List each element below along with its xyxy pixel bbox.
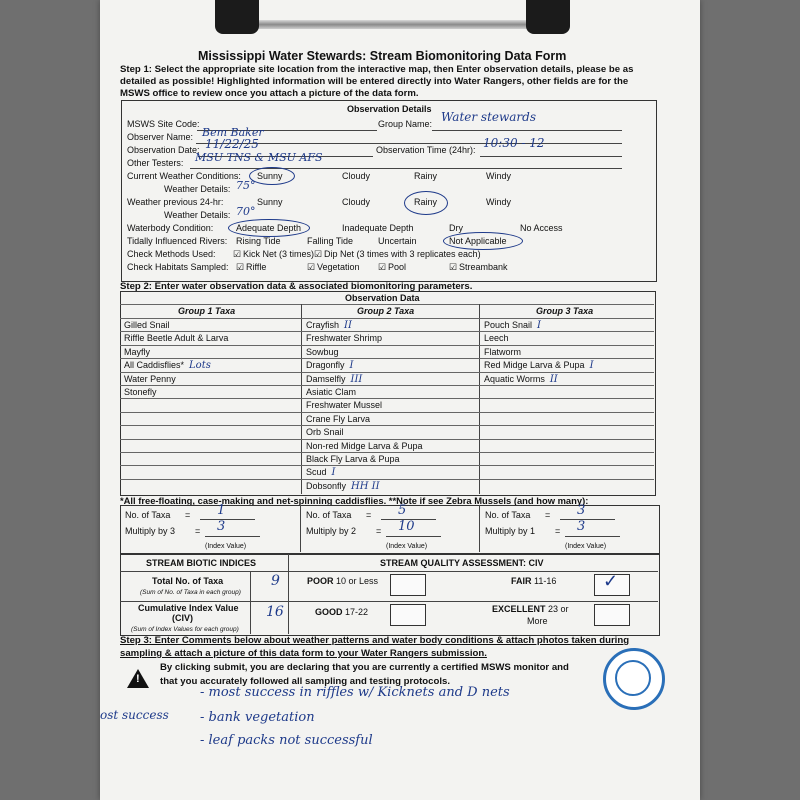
group2-taxon-cell[interactable] bbox=[306, 374, 362, 385]
calc-equals: = bbox=[545, 510, 551, 520]
calc-taxa-label: No. of Taxa bbox=[306, 510, 352, 520]
habitats-label: Check Habitats Sampled: bbox=[127, 262, 229, 272]
tidal-not-applicable[interactable]: Not Applicable bbox=[449, 236, 507, 246]
taxon-name: Flatworm bbox=[484, 346, 522, 357]
taxon-name: All Caddisflies* bbox=[124, 360, 185, 371]
table-row-line bbox=[120, 331, 654, 332]
prev-weather-rainy[interactable]: Rainy bbox=[414, 197, 438, 207]
step2-heading: Step 2: Enter water observation data & associated biomonitoring parameters. bbox=[120, 281, 473, 292]
waterbody-selection-circle bbox=[228, 219, 310, 237]
taxon-tally: I bbox=[331, 467, 336, 479]
prev-weather-details-label: Weather Details: bbox=[164, 210, 231, 220]
prev-weather-label: Weather previous 24-hr: bbox=[127, 197, 224, 207]
calc-index-value: 3 bbox=[217, 519, 226, 534]
group2-taxon-cell[interactable] bbox=[306, 400, 382, 411]
step1-line3: MSWS office to review once you attach a picture of the data form. bbox=[120, 88, 419, 99]
group2-taxon-cell[interactable] bbox=[306, 454, 400, 465]
current-weather-rainy[interactable]: Rainy bbox=[414, 171, 438, 181]
good-checkbox[interactable] bbox=[390, 604, 426, 626]
habitat-streambank-label: Streambank bbox=[459, 262, 508, 272]
indices-value-divider bbox=[250, 571, 251, 634]
waterbody-adequate[interactable]: Adequate Depth bbox=[236, 223, 302, 233]
current-weather-label: Current Weather Conditions: bbox=[127, 171, 241, 181]
taxon-tally: I bbox=[589, 360, 594, 372]
table-row-line bbox=[120, 358, 654, 359]
comment-line2: - bank vegetation bbox=[200, 710, 315, 725]
calc-equals: = bbox=[376, 526, 382, 536]
obs-heading: Observation Details bbox=[347, 104, 432, 114]
calc-taxa-value: 5 bbox=[398, 503, 407, 518]
poor-checkbox[interactable] bbox=[390, 574, 426, 596]
taxon-tally: I bbox=[349, 360, 354, 372]
calc-taxa-value: 3 bbox=[577, 503, 586, 518]
calc-index-label: (Index Value) bbox=[386, 543, 428, 550]
excellent-range: 23 or bbox=[548, 604, 569, 614]
table-row-line bbox=[120, 372, 654, 373]
poor-range: 10 or Less bbox=[336, 576, 379, 586]
testers-value: MSU TNS & MSU AFS bbox=[195, 151, 323, 164]
footnote: *All free-floating, case-making and net-spinning caddisflies. **Note if see Zebra Mussels (and how many): bbox=[120, 495, 589, 506]
taxon-name: Dobsonfly bbox=[306, 480, 347, 491]
date-label: Observation Date: bbox=[127, 145, 200, 155]
step1-line2: detailed as possible! Highlighted information will be entered directly into Water Rangers, other fields are for the bbox=[120, 76, 629, 87]
taxon-tally: II bbox=[549, 373, 558, 385]
group2-taxon-cell[interactable] bbox=[306, 320, 352, 331]
group3-taxon-cell[interactable] bbox=[484, 347, 521, 358]
civ-sub: (Sum of Index Values for each group) bbox=[131, 626, 239, 633]
calc-taxa-value: 1 bbox=[217, 503, 226, 518]
current-weather-sunny[interactable]: Sunny bbox=[257, 171, 283, 181]
group2-taxon-cell[interactable] bbox=[306, 333, 382, 344]
good-label: GOOD bbox=[315, 607, 343, 617]
group3-taxon-cell[interactable] bbox=[484, 360, 594, 371]
table-row-line bbox=[120, 465, 654, 466]
calc-equals: = bbox=[366, 510, 372, 520]
clipboard-clip-icon bbox=[215, 0, 570, 38]
table-row-line bbox=[120, 385, 654, 386]
mississippi-water-stewards-logo bbox=[603, 648, 665, 710]
current-weather-details-value: 75° bbox=[236, 179, 256, 192]
civ-label-2: (CIV) bbox=[172, 613, 193, 623]
method-kick-net-label: Kick Net (3 times) bbox=[243, 249, 315, 259]
date-value: 11/22/25 bbox=[205, 137, 259, 151]
calc-multiplier-label: Multiply by 1 bbox=[485, 526, 536, 536]
site-code-label: MSWS Site Code: bbox=[127, 119, 200, 129]
group3-taxon-cell[interactable] bbox=[484, 333, 509, 344]
group1-taxon-cell[interactable] bbox=[124, 374, 176, 385]
taxon-tally: III bbox=[350, 373, 363, 385]
habitat-riffle-label: Riffle bbox=[246, 262, 267, 272]
current-weather-cloudy[interactable]: Cloudy bbox=[342, 171, 371, 181]
taxon-name: Gilled Snail bbox=[124, 320, 170, 330]
prev-weather-details-value: 70° bbox=[236, 205, 256, 218]
tidal-rising[interactable]: Rising Tide bbox=[236, 236, 281, 246]
calc-multiplier-label: Multiply by 3 bbox=[125, 526, 176, 536]
total-taxa-label: Total No. of Taxa bbox=[152, 576, 224, 586]
group1-taxon-cell[interactable] bbox=[124, 320, 170, 331]
taxon-name: Leech bbox=[484, 333, 509, 344]
group-name-label: Group Name: bbox=[378, 119, 433, 129]
waterbody-inadequate[interactable]: Inadequate Depth bbox=[342, 223, 414, 233]
group3-taxon-cell[interactable] bbox=[484, 320, 541, 331]
group2-taxon-cell[interactable] bbox=[306, 360, 353, 371]
excellent-checkbox[interactable] bbox=[594, 604, 630, 626]
calc-equals: = bbox=[185, 510, 191, 520]
taxon-name: Riffle Beetle Adult & Larva bbox=[124, 333, 229, 344]
habitat-vegetation-label: Vegetation bbox=[317, 262, 360, 272]
taxon-name: Sowbug bbox=[306, 346, 339, 357]
civ-label: Cumulative Index Value bbox=[138, 603, 239, 613]
calc-index-value: 3 bbox=[577, 519, 586, 534]
step1-line1: Step 1: Select the appropriate site location from the interactive map, then Enter observation details, please be as bbox=[120, 64, 634, 75]
method-dip-net-checkbox[interactable]: ☑ bbox=[314, 249, 323, 259]
group3-taxon-cell[interactable] bbox=[484, 374, 558, 385]
group2-taxon-cell[interactable] bbox=[306, 427, 344, 438]
time-field[interactable] bbox=[480, 156, 622, 157]
excellent-label: EXCELLENT bbox=[492, 604, 546, 614]
prev-weather-windy[interactable]: Windy bbox=[486, 197, 512, 207]
header-group3: Group 3 Taxa bbox=[536, 306, 594, 316]
tidal-label: Tidally Influenced Rivers: bbox=[127, 236, 228, 246]
taxon-name: Pouch Snail bbox=[484, 320, 533, 330]
prev-weather-cloudy[interactable]: Cloudy bbox=[342, 197, 371, 207]
step3-line1: Step 3: Enter Comments below about weather patterns and water body conditions & attach photos taken during bbox=[120, 635, 630, 646]
taxon-name: Aquatic Worms bbox=[484, 373, 545, 384]
observer-value: Bem Baker bbox=[202, 126, 264, 139]
taxon-tally: II bbox=[344, 320, 352, 331]
table-row-line bbox=[120, 398, 654, 399]
indices-divider bbox=[288, 554, 289, 634]
group1-taxon-cell[interactable] bbox=[124, 347, 150, 358]
table-row-line bbox=[120, 412, 654, 413]
table-heading-divider bbox=[120, 304, 654, 305]
table-heading: Observation Data bbox=[345, 293, 420, 303]
current-weather-selection-circle bbox=[249, 167, 295, 185]
group1-taxon-cell[interactable] bbox=[124, 360, 211, 371]
prev-weather-selection-circle bbox=[404, 191, 448, 215]
time-value: 10:30 - 12 bbox=[483, 136, 545, 150]
waterbody-label: Waterbody Condition: bbox=[127, 223, 214, 233]
calc-index-field[interactable] bbox=[386, 536, 441, 537]
table-row-line bbox=[120, 452, 654, 453]
method-dip-net-label: Dip Net (3 times with 3 replicates each) bbox=[324, 249, 481, 259]
group2-taxon-cell[interactable] bbox=[306, 414, 370, 425]
group1-taxon-cell[interactable] bbox=[124, 387, 157, 398]
taxon-name: Orb Snail bbox=[306, 427, 344, 438]
taxon-name: Damselfly bbox=[306, 373, 346, 384]
habitat-vegetation-checkbox[interactable]: ☑ bbox=[307, 262, 316, 272]
header-group2: Group 2 Taxa bbox=[357, 306, 415, 316]
comment-line3: - leaf packs not successful bbox=[200, 733, 373, 748]
calc-multiplier-label: Multiply by 2 bbox=[306, 526, 357, 536]
habitat-streambank-checkbox[interactable]: ☑ bbox=[449, 262, 458, 272]
calc-index-label: (Index Value) bbox=[205, 543, 247, 550]
group2-taxon-cell[interactable] bbox=[306, 441, 423, 452]
group2-taxon-cell[interactable] bbox=[306, 347, 339, 358]
table-row-line bbox=[120, 425, 654, 426]
group2-taxon-cell[interactable] bbox=[306, 467, 335, 478]
calc-equals: = bbox=[555, 526, 561, 536]
indices-mid-line bbox=[120, 601, 658, 602]
habitat-pool-checkbox[interactable]: ☑ bbox=[378, 262, 387, 272]
calc-index-field[interactable] bbox=[205, 536, 260, 537]
margin-note: ost success bbox=[100, 708, 169, 722]
civ-value: 16 bbox=[266, 604, 284, 620]
calc-index-field[interactable] bbox=[565, 536, 620, 537]
fair-check-mark: ✓ bbox=[603, 571, 619, 592]
step3-line2: sampling & attach a picture of this data form to your Water Rangers submission. bbox=[120, 648, 487, 659]
good-range: 17-22 bbox=[345, 607, 369, 617]
table-row-line bbox=[120, 479, 654, 480]
taxon-name: Scud bbox=[306, 467, 327, 478]
declaration-line2: that you accurately followed all sampling and testing protocols. bbox=[160, 676, 450, 687]
calc-divider-2 bbox=[479, 505, 480, 552]
calc-taxa-field[interactable] bbox=[560, 519, 615, 520]
calc-taxa-label: No. of Taxa bbox=[485, 510, 531, 520]
group1-taxon-cell[interactable] bbox=[124, 333, 228, 344]
group-name-field[interactable] bbox=[432, 130, 622, 131]
observer-field[interactable] bbox=[196, 143, 622, 144]
fair-range: 11-16 bbox=[534, 576, 557, 586]
poor-label: POOR bbox=[307, 576, 334, 586]
habitat-riffle-checkbox[interactable]: ☑ bbox=[236, 262, 245, 272]
taxon-name: Stonefly bbox=[124, 387, 157, 397]
fair-label: FAIR bbox=[511, 576, 532, 586]
table-row-line bbox=[120, 345, 654, 346]
group2-taxon-cell[interactable] bbox=[306, 387, 356, 398]
calc-equals: = bbox=[195, 526, 201, 536]
prev-weather-sunny[interactable]: Sunny bbox=[257, 197, 283, 207]
form-title: Mississippi Water Stewards: Stream Biomonitoring Data Form bbox=[198, 49, 567, 63]
taxon-tally: I bbox=[537, 320, 541, 331]
taxon-name: Freshwater Mussel bbox=[306, 400, 383, 411]
calc-taxa-field[interactable] bbox=[200, 519, 255, 520]
header-group1: Group 1 Taxa bbox=[178, 306, 236, 316]
calc-taxa-label: No. of Taxa bbox=[125, 510, 171, 520]
group-name-value: Water stewards bbox=[441, 110, 537, 124]
taxon-name: Red Midge Larva & Pupa bbox=[484, 360, 585, 371]
calc-taxa-field[interactable] bbox=[381, 519, 436, 520]
tidal-uncertain[interactable]: Uncertain bbox=[378, 236, 417, 246]
current-weather-details-label: Weather Details: bbox=[164, 184, 231, 194]
table-row-line bbox=[120, 318, 654, 319]
calc-index-label: (Index Value) bbox=[565, 543, 607, 550]
taxon-name: Water Penny bbox=[124, 373, 176, 384]
testers-label: Other Testers: bbox=[127, 158, 184, 168]
methods-label: Check Methods Used: bbox=[127, 249, 216, 259]
taxon-tally: HH II bbox=[351, 480, 380, 492]
taxon-name: Non-red Midge Larva & Pupa bbox=[306, 440, 423, 451]
total-taxa-sub: (Sum of No. of Taxa in each group) bbox=[140, 589, 241, 596]
taxon-name: Crane Fly Larva bbox=[306, 413, 371, 424]
waterbody-dry[interactable]: Dry bbox=[449, 223, 463, 233]
habitat-pool-label: Pool bbox=[388, 262, 407, 272]
observer-label: Observer Name: bbox=[127, 132, 194, 142]
tidal-falling[interactable]: Falling Tide bbox=[307, 236, 354, 246]
tidal-selection-circle bbox=[443, 232, 523, 250]
table-row-line bbox=[120, 439, 654, 440]
taxon-name: Freshwater Shrimp bbox=[306, 333, 383, 344]
time-label: Observation Time (24hr): bbox=[376, 145, 476, 155]
taxon-name: Dragonfly bbox=[306, 360, 345, 371]
assessment-heading: STREAM QUALITY ASSESSMENT: CIV bbox=[380, 558, 544, 568]
indices-heading: STREAM BIOTIC INDICES bbox=[146, 558, 257, 568]
calc-index-value: 10 bbox=[398, 519, 415, 534]
taxon-tally: Lots bbox=[189, 360, 211, 372]
indices-heading-line bbox=[120, 571, 658, 572]
declaration-line1: By clicking submit, you are declaring that you are currently a certified MSWS monitor and bbox=[160, 662, 569, 673]
taxon-name: Crayfish bbox=[306, 320, 340, 330]
comment-line1: - most success in riffles w/ Kicknets and D nets bbox=[200, 685, 510, 700]
method-kick-net-checkbox[interactable]: ☑ bbox=[233, 249, 242, 259]
taxon-name: Asiatic Clam bbox=[306, 387, 357, 397]
excellent-more: More bbox=[527, 616, 548, 626]
taxon-name: Black Fly Larva & Pupa bbox=[306, 454, 400, 464]
total-taxa-value: 9 bbox=[271, 573, 280, 589]
calc-divider-1 bbox=[300, 505, 301, 552]
taxon-name: Mayfly bbox=[124, 346, 151, 357]
waterbody-no-access[interactable]: No Access bbox=[520, 223, 563, 233]
current-weather-windy[interactable]: Windy bbox=[486, 171, 512, 181]
warning-icon: ! bbox=[127, 669, 149, 688]
group2-taxon-cell[interactable] bbox=[306, 481, 380, 492]
